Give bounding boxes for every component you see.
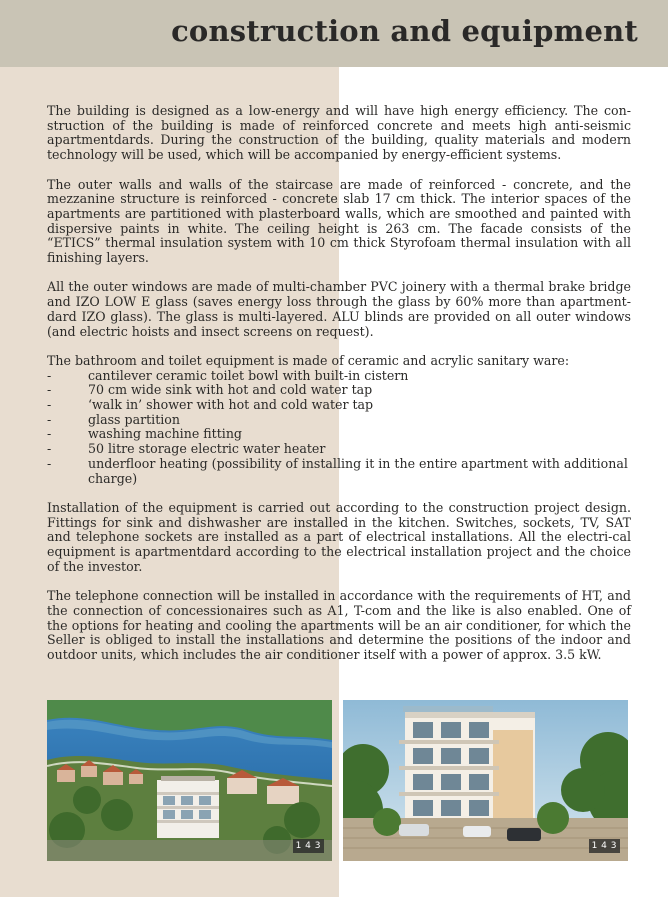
logo-badge: 1 4 3 — [589, 839, 620, 853]
list-item — [47, 442, 631, 457]
page-title: construction and equipment — [171, 14, 638, 48]
bathroom-intro: The bathroom and toilet equipment is made of ceramic and acrylic sanitary ware: — [47, 352, 570, 368]
list-item — [47, 383, 631, 398]
paragraph-windows: All the outer windows are made of multi-chamber PVC joinery with a thermal brake bridge and IZO LOW E glass (saves energy loss through the glass by 60% more than apartment-dard IZO glass). The glass is multi-layered. ALU blinds are provided on all outer windows (and electric hoists and insect screens on request). — [47, 279, 631, 339]
bullet-dash: - — [47, 426, 52, 442]
bathroom-list — [47, 369, 631, 487]
paragraph-telephone: The telephone connection will be installed in accordance with the requirements of HT, and the connection of concessionaires such as A1, T-com and the like is also enabled. One of the options for heating and cooling the apartments will be an air conditioner, for which the Seller is obliged to install the installations and determine the positions of the indoor and outdoor units, which includes the air conditioner itself with a power of approx. 3.5 kW. — [47, 588, 631, 662]
header-band — [0, 0, 668, 67]
paragraph-energy: The building is designed as a low-energy and will have high energy efficiency. The con-struction of the building is made of reinforced concrete and meets high anti-seismic apartmentdards. During the construction of the building, quality materials and modern technology will be used, which will be accompanied by energy-efficient systems. — [47, 103, 631, 163]
photo-aerial-coast — [47, 700, 332, 861]
building-render-illustration — [343, 700, 628, 861]
body-text — [47, 104, 631, 677]
list-item-text: 50 litre storage electric water heater — [88, 441, 326, 457]
list-item — [47, 398, 631, 413]
bullet-dash: - — [47, 441, 52, 457]
list-item — [47, 427, 631, 442]
aerial-coast-illustration — [47, 700, 332, 861]
paragraph-walls: The outer walls and walls of the staircase are made of reinforced - concrete, and the mezzanine structure is reinforced - concrete slab 17 cm thick. The interior spaces of the apartments are partitioned with plasterboard walls, which are smoothed and painted with dispersive paints in white. The ceiling height is 263 cm. The facade consists of the “ETICS” thermal insulation system with 10 cm thick Styrofoam thermal insulation with all finishing layers. — [47, 176, 631, 266]
list-item — [47, 457, 631, 486]
logo-badge: 1 4 3 — [293, 839, 324, 853]
bullet-dash: - — [47, 382, 52, 398]
list-item-text: 70 cm wide sink with hot and cold water tap — [88, 382, 373, 398]
list-item — [47, 369, 631, 384]
list-item-text: underfloor heating (possibility of installing it in the entire apartment with additional charge) — [88, 455, 628, 486]
photo-building-render — [343, 700, 628, 861]
bullet-dash: - — [47, 411, 52, 427]
list-item-text: cantilever ceramic toilet bowl with built-in cistern — [88, 367, 409, 383]
list-item-text: glass partition — [88, 411, 180, 427]
list-item-text: ‘walk in’ shower with hot and cold water tap — [88, 397, 374, 413]
list-item — [47, 413, 631, 428]
bullet-dash: - — [47, 455, 52, 471]
list-item-text: washing machine fitting — [88, 426, 242, 442]
bullet-dash: - — [47, 367, 52, 383]
bullet-dash: - — [47, 397, 52, 413]
paragraph-installation: Installation of the equipment is carried out according to the construction project design. Fittings for sink and dishwasher are installed in the kitchen. Switches, sockets, TV, SAT and telephone sockets are installed as a part of electrical installations. All the electri-cal equipment is apartmentdard according to the electrical installation project and the choice of the investor. — [47, 499, 631, 574]
